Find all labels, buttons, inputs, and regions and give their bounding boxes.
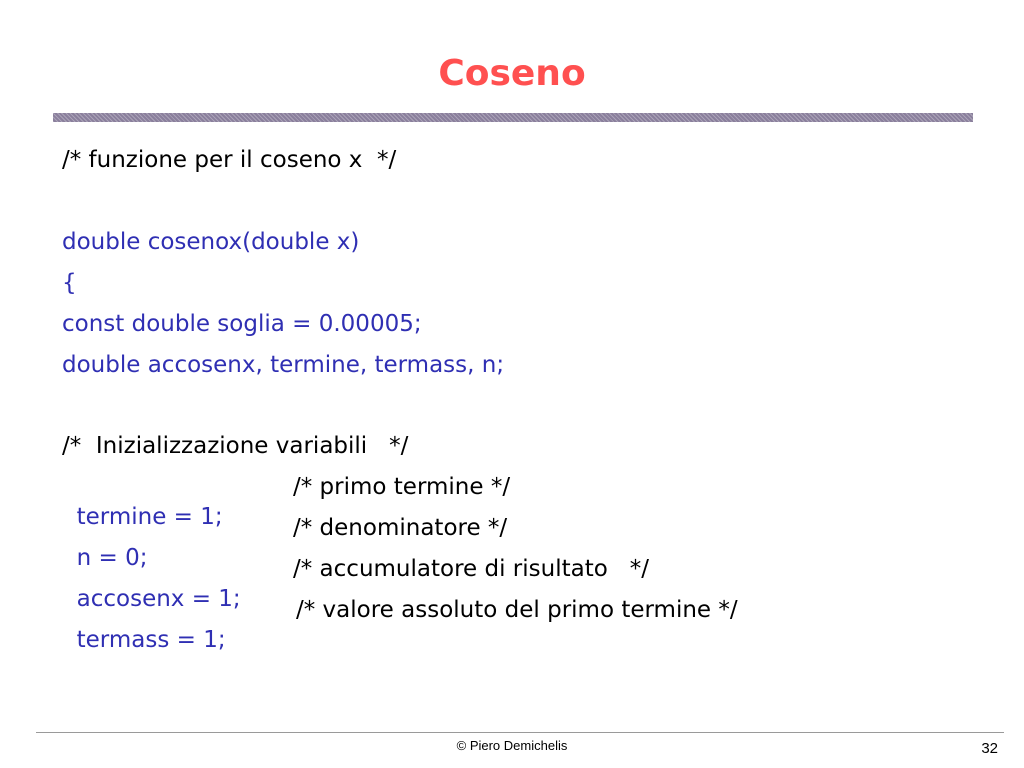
comment-header-line: /* funzione per il coseno x */ [62, 147, 397, 173]
assign-termass-line [62, 595, 822, 685]
assign-termine-comment: /* primo termine */ [293, 474, 511, 500]
assign-accosenx-code: accosenx = 1; [76, 586, 241, 612]
assign-termass-comment: /* valore assoluto del primo termine */ [296, 597, 738, 623]
page-number: 32 [981, 740, 998, 757]
assign-n-comment: /* denominatore */ [293, 515, 508, 541]
title-divider [53, 113, 973, 122]
assign-n-code: n = 0; [76, 545, 148, 571]
footer-divider [36, 732, 1004, 733]
slide-title: Coseno [438, 53, 586, 94]
assign-termine-code: termine = 1; [76, 504, 223, 530]
const-declaration-line: const double soglia = 0.00005; [62, 311, 422, 337]
open-brace-line: { [62, 270, 77, 296]
footer-credit: © Piero Demichelis [456, 738, 568, 753]
assign-accosenx-comment: /* accumulatore di risultato */ [293, 556, 649, 582]
comment-init-line: /* Inizializzazione variabili */ [62, 433, 409, 459]
variable-declaration-line: double accosenx, termine, termass, n; [62, 352, 505, 378]
function-signature-line: double cosenox(double x) [62, 229, 360, 255]
assign-termass-code: termass = 1; [76, 627, 226, 653]
